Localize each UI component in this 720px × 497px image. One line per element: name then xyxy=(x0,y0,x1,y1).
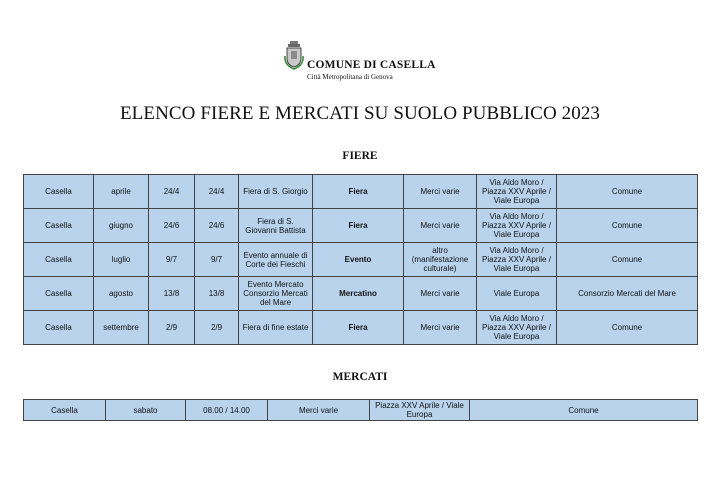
table-cell: Fiera xyxy=(313,209,404,243)
table-row xyxy=(24,311,698,345)
table-cell: Via Aldo Moro / Piazza XXV Aprile / Viale Europa xyxy=(477,311,557,345)
fiere-table xyxy=(23,174,698,345)
table-cell: Comune xyxy=(557,243,698,277)
table-cell: Casella xyxy=(24,243,94,277)
table-cell: 9/7 xyxy=(195,243,239,277)
table-cell: 13/8 xyxy=(149,277,195,311)
table-cell: 2/9 xyxy=(195,311,239,345)
table-cell: 08.00 / 14.00 xyxy=(186,400,268,421)
table-cell: Fiera xyxy=(313,175,404,209)
table-cell: 24/4 xyxy=(149,175,195,209)
table-row xyxy=(24,400,698,421)
fiere-rows xyxy=(24,175,698,345)
table-cell: Casella xyxy=(24,209,94,243)
table-cell: Comune xyxy=(470,400,698,421)
table-cell: Evento xyxy=(313,243,404,277)
table-cell: Via Aldo Moro / Piazza XXV Aprile / Viale Europa xyxy=(477,175,557,209)
mercati-rows xyxy=(24,400,698,421)
table-row xyxy=(24,175,698,209)
table-row xyxy=(24,243,698,277)
table-cell: Fiera di S. Giorgio xyxy=(239,175,313,209)
table-cell: Casella xyxy=(24,277,94,311)
table-cell: Mercatino xyxy=(313,277,404,311)
municipality-subtitle: Città Metropolitana di Genova xyxy=(307,73,393,81)
table-cell: aprile xyxy=(94,175,149,209)
table-cell: Casella xyxy=(24,311,94,345)
table-row xyxy=(24,209,698,243)
table-cell: Evento annuale di Corte dei Fieschi xyxy=(239,243,313,277)
table-cell: Viale Europa xyxy=(477,277,557,311)
table-cell: Fiera di fine estate xyxy=(239,311,313,345)
table-cell: luglio xyxy=(94,243,149,277)
table-cell: Piazza XXV Aprile / Viale Europa xyxy=(370,400,470,421)
table-cell: settembre xyxy=(94,311,149,345)
table-cell: altro (manifestazione culturale) xyxy=(404,243,477,277)
mercati-table xyxy=(23,399,698,421)
table-cell: Consorzio Mercati del Mare xyxy=(557,277,698,311)
table-row xyxy=(24,277,698,311)
table-cell: 24/6 xyxy=(149,209,195,243)
table-cell: Merci varie xyxy=(404,277,477,311)
table-cell: Fiera di S. Giovanni Battista xyxy=(239,209,313,243)
table-cell: Comune xyxy=(557,209,698,243)
section-heading-mercati: MERCATI xyxy=(332,371,388,383)
crest-icon xyxy=(283,40,305,70)
table-cell: 24/4 xyxy=(195,175,239,209)
table-cell: Merci varie xyxy=(268,400,370,421)
municipality-name: COMUNE DI CASELLA xyxy=(307,59,436,71)
table-cell: Merci varie xyxy=(404,175,477,209)
table-cell: Comune xyxy=(557,311,698,345)
table-cell: Via Aldo Moro / Piazza XXV Aprile / Viale Europa xyxy=(477,209,557,243)
table-cell: Evento Mercato Consorzio Mercati del Mare xyxy=(239,277,313,311)
table-cell: 13/8 xyxy=(195,277,239,311)
page-title: ELENCO FIERE E MERCATI SU SUOLO PUBBLICO 2023 xyxy=(119,103,601,124)
section-heading-fiere: FIERE xyxy=(342,150,378,162)
table-cell: agosto xyxy=(94,277,149,311)
table-cell: 9/7 xyxy=(149,243,195,277)
table-cell: Merci varie xyxy=(404,209,477,243)
table-cell: Comune xyxy=(557,175,698,209)
table-cell: Merci varie xyxy=(404,311,477,345)
table-cell: giugno xyxy=(94,209,149,243)
table-cell: Casella xyxy=(24,175,94,209)
table-cell: sabato xyxy=(106,400,186,421)
table-cell: Via Aldo Moro / Piazza XXV Aprile / Viale Europa xyxy=(477,243,557,277)
table-cell: Casella xyxy=(24,400,106,421)
table-cell: 24/6 xyxy=(195,209,239,243)
table-cell: Fiera xyxy=(313,311,404,345)
table-cell: 2/9 xyxy=(149,311,195,345)
